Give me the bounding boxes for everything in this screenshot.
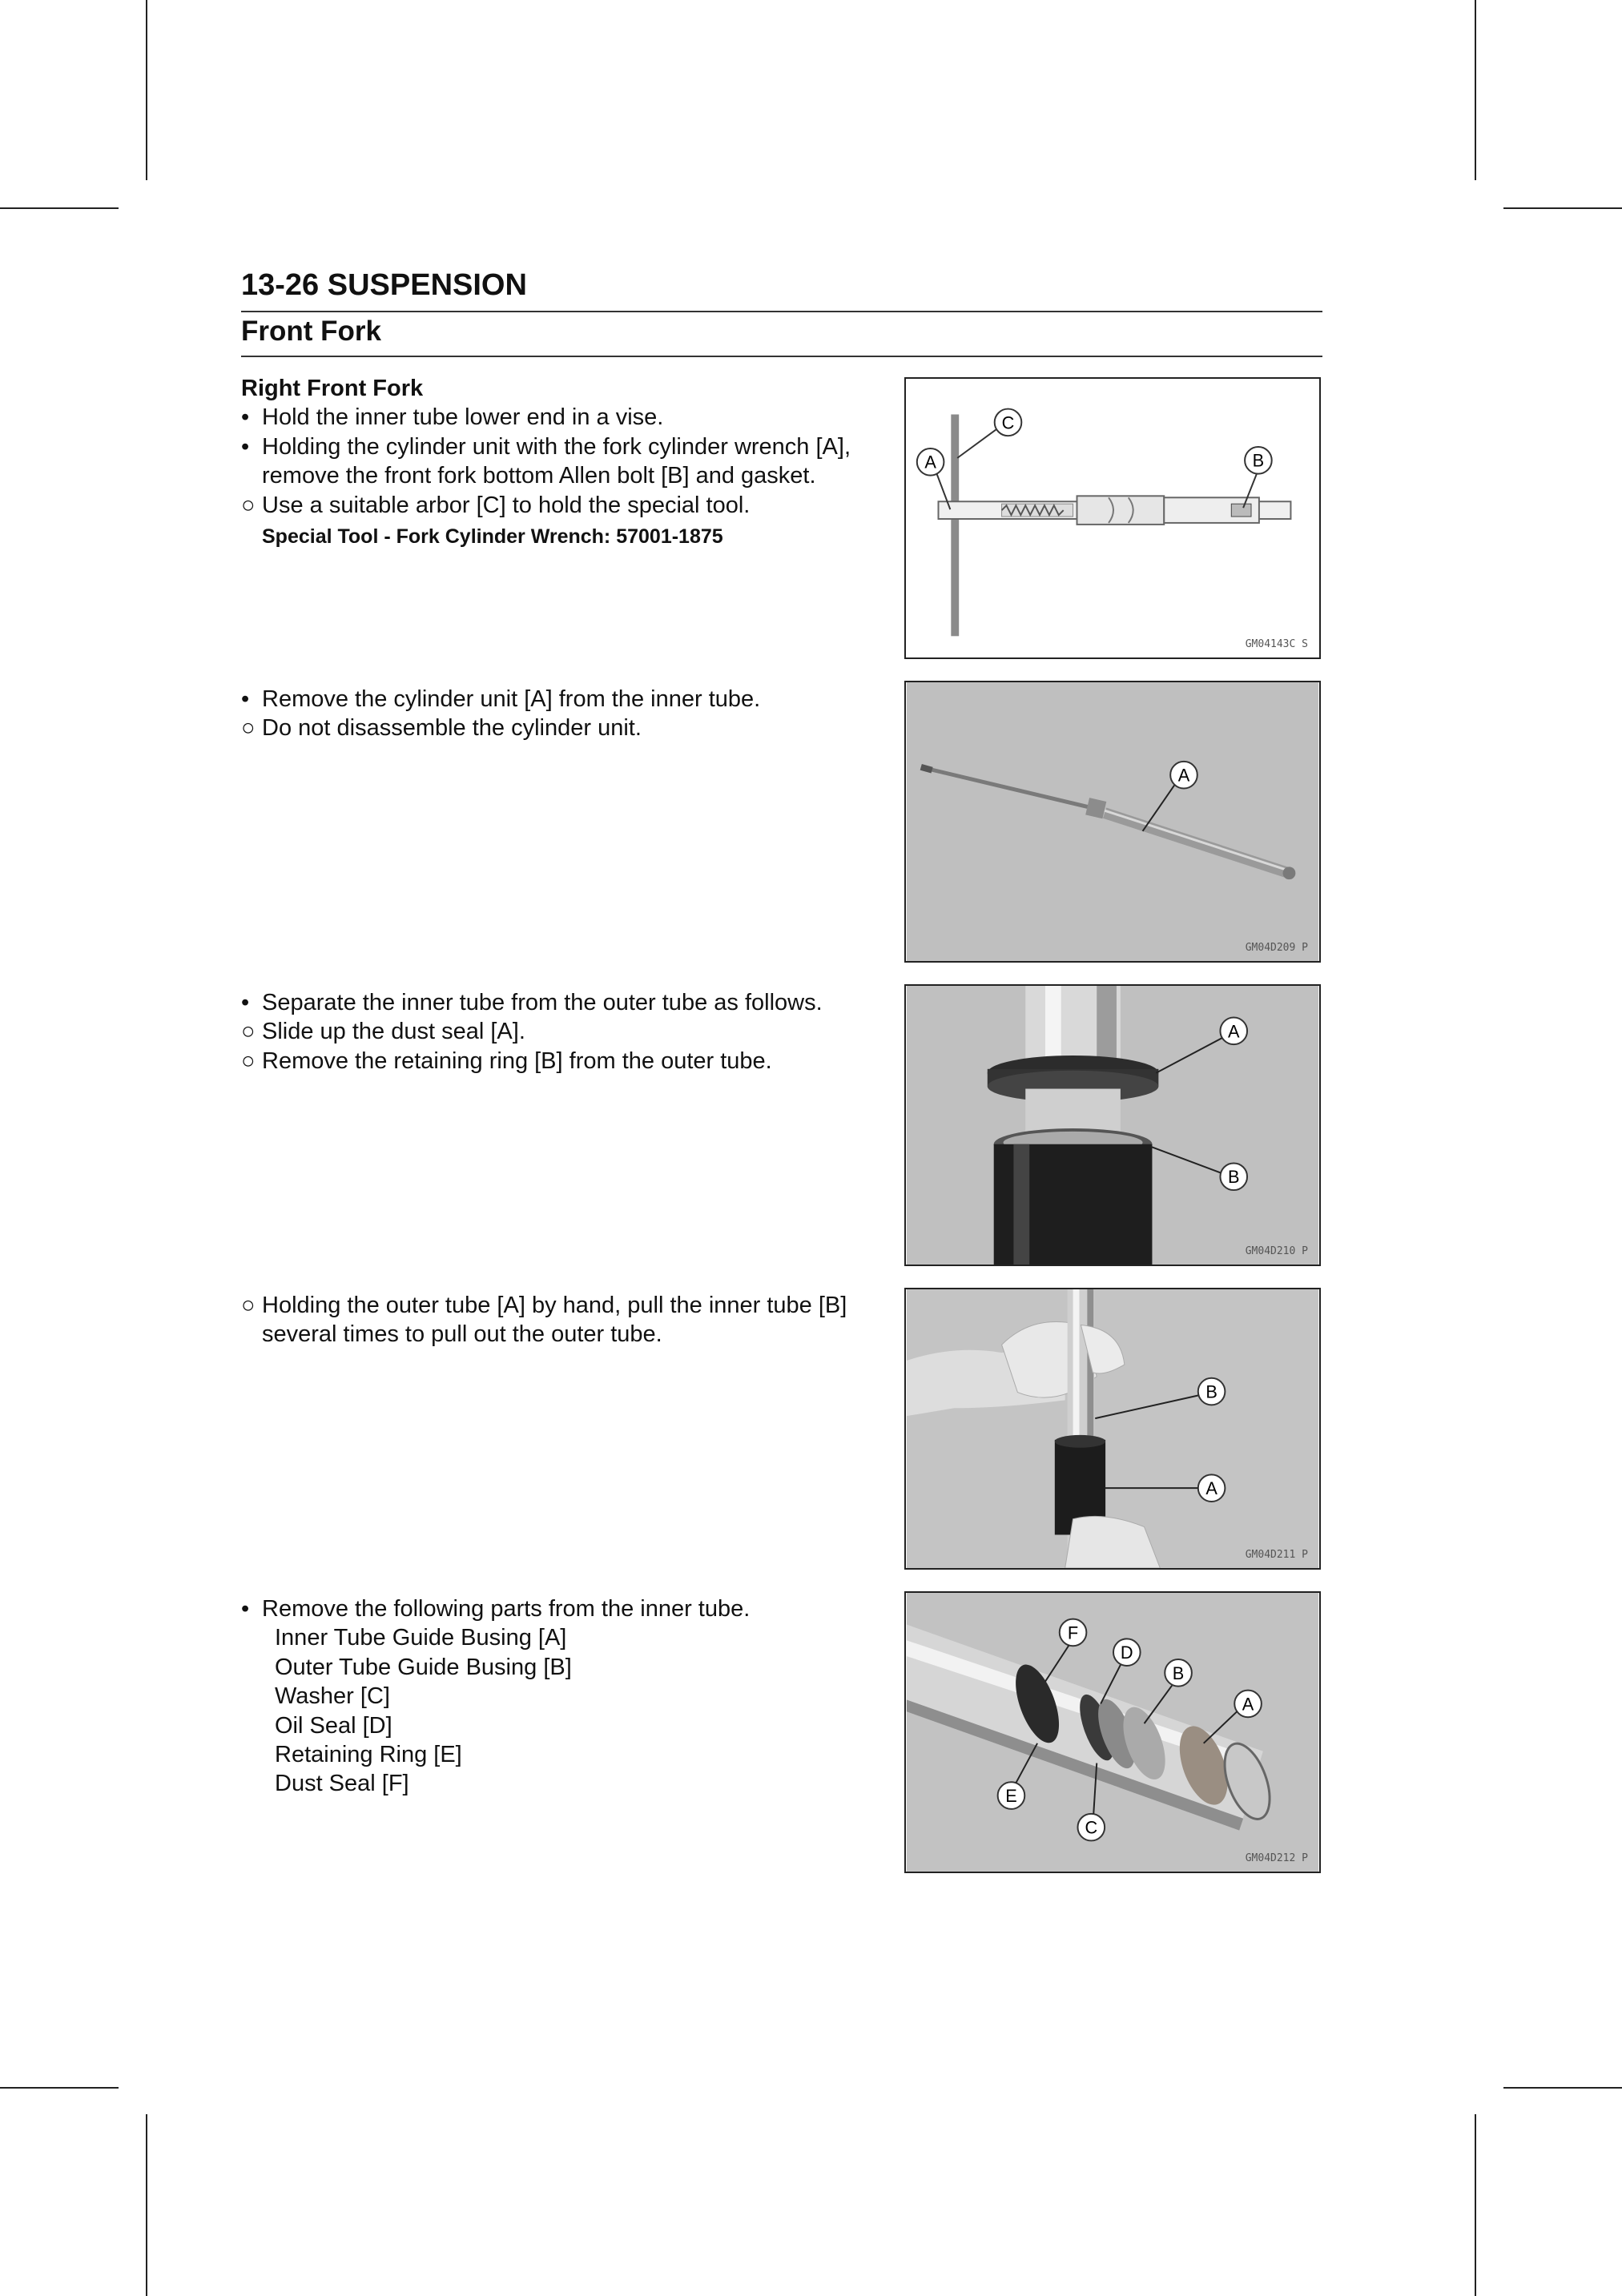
- line-text: several times to pull out the outer tube.: [262, 1321, 662, 1348]
- line-text: Remove the retaining ring [B] from the outer tube.: [262, 1047, 772, 1074]
- crop-mark: [1475, 2114, 1476, 2296]
- parts-list-item: [241, 1623, 898, 1652]
- continuation-line: [241, 1320, 898, 1349]
- callout-label: B: [1205, 1381, 1218, 1402]
- line-text: Remove the following parts from the inner tube.: [262, 1596, 751, 1622]
- parts-list-item: [241, 1653, 898, 1682]
- figure-code: GM04D209 P: [1245, 942, 1308, 954]
- section-title: Front Fork: [241, 316, 381, 347]
- callout-label: C: [1001, 412, 1015, 433]
- note-line: [241, 1291, 898, 1320]
- text-block-2: [241, 685, 898, 743]
- bullet-icon: •: [241, 433, 250, 460]
- bullet-icon: •: [241, 686, 250, 712]
- circle-note-icon: ○: [241, 1047, 256, 1074]
- circle-note-icon: ○: [241, 492, 256, 518]
- callout-label: A: [1177, 765, 1190, 786]
- figure-cylinder-unit: [904, 681, 1321, 963]
- header-rule: [241, 311, 1322, 312]
- bullet-line: [241, 685, 898, 714]
- bullet-icon: •: [241, 990, 250, 1015]
- note-line: [241, 1047, 898, 1076]
- line-text: remove the front fork bottom Allen bolt [B] and gasket.: [262, 463, 816, 489]
- photo-cylinder-unit: [906, 682, 1319, 961]
- figure-code: GM04D210 P: [1245, 1245, 1308, 1257]
- line-text: Do not disassemble the cylinder unit.: [262, 715, 642, 742]
- special-tool-text: Special Tool - Fork Cylinder Wrench: 57001-1875: [262, 525, 723, 548]
- line-text: Use a suitable arbor [C] to hold the special tool.: [262, 492, 751, 518]
- text-block-4: [241, 1291, 898, 1349]
- callout-label: B: [1228, 1167, 1240, 1188]
- callout-label: A: [1205, 1478, 1218, 1499]
- callout-label: A: [1242, 1694, 1254, 1715]
- crop-mark: [1503, 2087, 1622, 2089]
- bullet-icon: •: [241, 1596, 250, 1622]
- callout-label: C: [1085, 1817, 1098, 1838]
- crop-mark: [1475, 0, 1476, 180]
- callout-label: A: [924, 452, 936, 472]
- note-line: [241, 1017, 898, 1046]
- line-text: Retaining Ring [E]: [275, 1741, 462, 1767]
- parts-list-item: [241, 1769, 898, 1798]
- parts-list-item: [241, 1682, 898, 1711]
- bullet-line: [241, 432, 898, 461]
- line-text: Separate the inner tube from the outer tube as follows.: [262, 990, 823, 1015]
- special-tool-line: [241, 520, 898, 549]
- continuation-line: [241, 461, 898, 490]
- text-block-3: [241, 988, 898, 1076]
- figure-fork-cylinder-wrench: [904, 377, 1321, 659]
- note-line: [241, 714, 898, 742]
- bullet-line: [241, 1594, 898, 1623]
- page-header-title: 13-26 SUSPENSION: [241, 268, 527, 302]
- figure-code: GM04143C S: [1245, 638, 1308, 650]
- line-text: Holding the cylinder unit with the fork cylinder wrench [A],: [262, 433, 851, 460]
- figure-dust-seal-retaining-ring: [904, 984, 1321, 1266]
- line-text: Dust Seal [F]: [275, 1771, 409, 1797]
- crop-mark: [0, 207, 119, 209]
- callout-label: F: [1067, 1622, 1079, 1643]
- subheading: [241, 374, 898, 403]
- callout-label: A: [1228, 1021, 1240, 1042]
- line-text: Remove the cylinder unit [A] from the inner tube.: [262, 686, 761, 712]
- text-block-1: [241, 374, 898, 549]
- figure-code: GM04D211 P: [1245, 1549, 1308, 1561]
- photo-inner-tube-parts: [906, 1593, 1319, 1872]
- figure-pull-outer-tube: [904, 1288, 1321, 1570]
- figure-inner-tube-parts: [904, 1591, 1321, 1873]
- callout-label: B: [1172, 1663, 1185, 1683]
- line-text: Oil Seal [D]: [275, 1712, 392, 1739]
- section-rule: [241, 356, 1322, 357]
- crop-mark: [146, 0, 147, 180]
- bullet-line: [241, 988, 898, 1017]
- line-text: Slide up the dust seal [A].: [262, 1019, 525, 1045]
- line-text: Washer [C]: [275, 1683, 390, 1710]
- figure-code: GM04D212 P: [1245, 1852, 1308, 1864]
- bullet-icon: •: [241, 404, 250, 431]
- text-block-5: [241, 1594, 898, 1799]
- callout-label: D: [1120, 1643, 1133, 1663]
- circle-note-icon: ○: [241, 715, 256, 742]
- crop-mark: [0, 2087, 119, 2089]
- subheading-text: Right Front Fork: [241, 376, 424, 401]
- line-text: Hold the inner tube lower end in a vise.: [262, 404, 664, 431]
- parts-list-item: [241, 1740, 898, 1769]
- crop-mark: [146, 2114, 147, 2296]
- crop-mark: [1503, 207, 1622, 209]
- diagram-fork-cylinder-wrench: [906, 379, 1319, 657]
- parts-list-item: [241, 1711, 898, 1740]
- photo-dust-seal-retaining-ring: [906, 986, 1319, 1265]
- photo-pull-outer-tube: [906, 1289, 1319, 1568]
- circle-note-icon: ○: [241, 1293, 256, 1318]
- line-text: Outer Tube Guide Busing [B]: [275, 1654, 572, 1680]
- callout-label: B: [1252, 450, 1265, 471]
- line-text: Holding the outer tube [A] by hand, pull the inner tube [B]: [262, 1293, 847, 1318]
- note-line: [241, 491, 898, 520]
- circle-note-icon: ○: [241, 1019, 256, 1045]
- bullet-line: [241, 403, 898, 432]
- line-text: Inner Tube Guide Busing [A]: [275, 1625, 567, 1651]
- callout-label: E: [1005, 1786, 1017, 1806]
